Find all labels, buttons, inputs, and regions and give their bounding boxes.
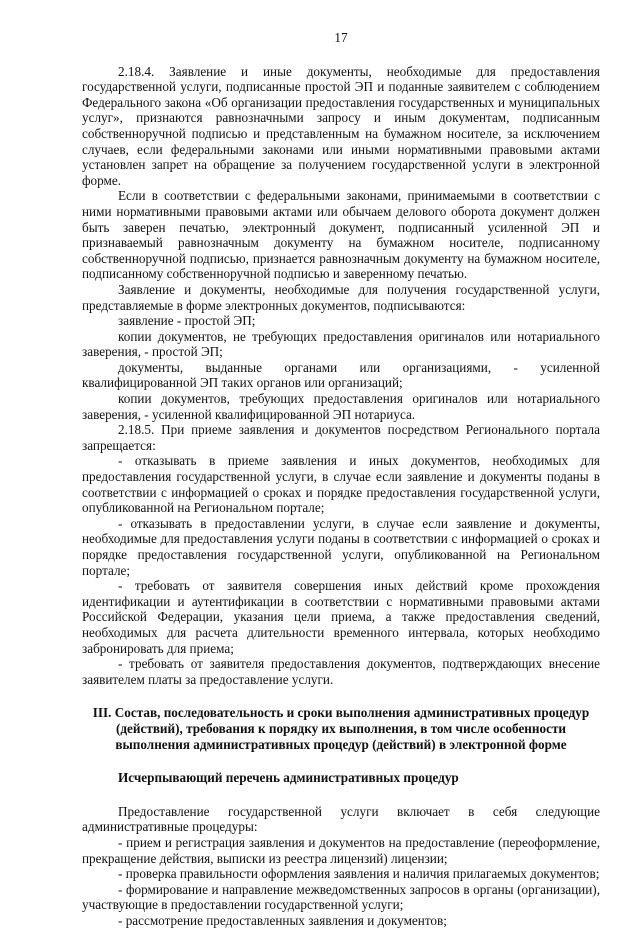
paragraph-signing-intro: Заявление и документы, необходимые для получения государственной услуги, представляемые в форме электронных документов, подписываются: [82, 281, 600, 313]
list-item-copies-simple-signature: копии документов, не требующих предоставления оригиналов или нотариального заверения, - простой ЭП; [82, 328, 600, 360]
list-item-prohibition-refuse-acceptance: - отказывать в приеме заявления и иных документов, необходимых для предоставления государственной услуги, в случае если заявление и документы поданы в соответствии с информацией о сроках и порядке предоставления государственной услуги, опубликованной на Региональном портале; [82, 453, 600, 516]
procedures-intro: Предоставление государственной услуги включает в себя следующие административные процедуры: [82, 803, 600, 835]
procedure-item: - рассмотрение предоставленных заявления и документов; [118, 912, 447, 928]
subsection-heading: Исчерпывающий перечень административных процедур [118, 770, 459, 786]
procedure-item: - проверка правильности оформления заявления и наличия прилагаемых документов; [118, 866, 600, 882]
section-heading: III. Состав, последовательность и сроки выполнения административных процедур (действий), требования к порядку их выполнения, в том числе особенности выполнения административных процедур (действий) в электронной форме [92, 705, 590, 752]
list-item-copies-notary-signature: копии документов, требующих предоставления оригиналов или нотариального заверения, - усиленной квалифицированной ЭП нотариуса. [82, 391, 600, 422]
page-number: 17 [334, 30, 348, 45]
paragraph-seal-equivalence: Если в соответствии с федеральными законами, принимаемыми в соответствии с ними нормативными правовыми актами или обычаем делового оборота документ должен быть заверен печатью, электронный документ, подписанный усиленной ЭП и признаваемый равнозначным документу на бумажном носителе, подписанному собственноручной подписью, признается равнозначным документу на бумажном носителе, подписанному собственноручной подписью и заверенному печатью. [82, 188, 600, 282]
list-item-application-signature: заявление - простой ЭП; [118, 313, 256, 329]
paragraph-2-18-5: 2.18.5. При приеме заявления и документов посредством Регионального портала запрещается: [82, 422, 600, 453]
paragraph-2-18-4: 2.18.4. Заявление и иные документы, необходимые для предоставления государственной услуги, подписанные простой ЭП и поданные заявителем с соблюдением Федерального закона «Об организации предоставления государственных и муниципальных услуг», признаются равнозначными запросу и иным документам, подписанным собственноручной подписью и представленным на бумажном носителе, за исключением случаев, если федеральными законами или иными нормативными правовыми актами установлен запрет на обращение за получением государственной услуги в электронной форме. [82, 63, 600, 188]
list-item-prohibition-payment-proof: - требовать от заявителя предоставления документов, подтверждающих внесение заявителем платы за предоставление услуги. [82, 656, 600, 687]
list-item-prohibition-refuse-service: - отказывать в предоставлении услуги, в случае если заявление и документы, необходимые для предоставления услуги поданы в соответствии с информацией о сроках и порядке предоставления государственной услуги, опубликованной на Региональном портале; [82, 515, 600, 578]
list-item-issued-documents-signature: документы, выданные органами или организациями, - усиленной квалифицированной ЭП таких органов или организаций; [82, 359, 600, 391]
procedure-item: - прием и регистрация заявления и документов на предоставление (переоформление, прекращение действия, выписки из реестра лицензий) лицензии; [82, 834, 600, 866]
list-item-prohibition-extra-actions: - требовать от заявителя совершения иных действий кроме прохождения идентификации и аутентификации в соответствии с нормативными правовыми актами Российской Федерации, указания цели приема, а также предоставления сведений, необходимых для расчета длительности временного интервала, которых необходимо забронировать для приема; [82, 578, 600, 656]
procedure-item: - формирование и направление межведомственных запросов в органы (организации), участвующие в предоставлении государственной услуги; [82, 881, 600, 913]
